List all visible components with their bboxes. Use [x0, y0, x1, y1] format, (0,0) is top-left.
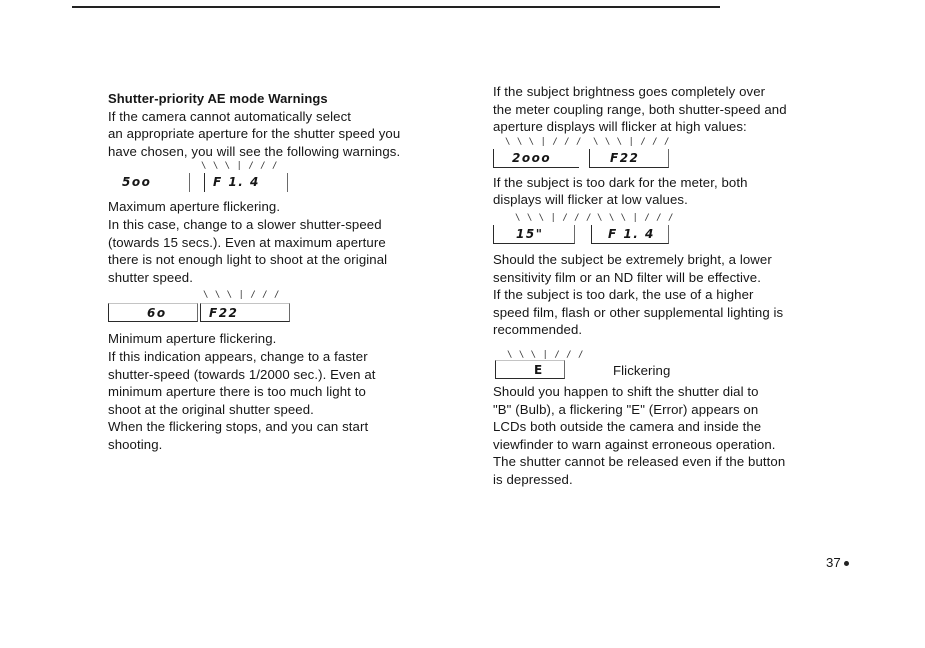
flicker-marks: \ \ \ | / / /	[201, 161, 278, 172]
lcd-shutter-speed: 15"	[493, 225, 575, 244]
flicker-marks: \ \ \ | / / /	[203, 290, 280, 301]
bullet-icon	[844, 561, 849, 566]
text-line: If the camera cannot automatically select	[108, 108, 352, 124]
text-line: shutter-speed (towards 1/2000 sec.). Even at	[108, 366, 376, 382]
lcd-shutter-speed: 2ooo	[493, 149, 579, 168]
text-line: the meter coupling range, both shutter-speed and	[493, 101, 787, 117]
lcd-aperture: F 1. 4	[204, 173, 288, 192]
text-line: (towards 15 secs.). Even at maximum aperture	[108, 234, 386, 250]
page-number	[826, 555, 849, 570]
caption: Minimum aperture flickering.	[108, 331, 277, 347]
lcd-display-high-values	[493, 136, 861, 174]
top-rule	[72, 6, 720, 8]
text-line: Should the subject be extremely bright, a lower	[493, 251, 772, 267]
text-line: there is not enough light to shoot at the original	[108, 252, 388, 268]
page-number-text: 37	[826, 555, 841, 570]
left-column	[108, 90, 473, 454]
caption: Maximum aperture flickering.	[108, 199, 281, 215]
text-line: aperture displays will flicker at high values:	[493, 119, 747, 135]
lcd-display-max-aperture	[108, 160, 473, 198]
text-line: The shutter cannot be released even if the button	[493, 454, 786, 470]
lcd-display-low-values	[493, 209, 861, 251]
text-line: sensitivity film or an ND filter will be effective.	[493, 269, 761, 285]
text-line: Should you happen to shift the shutter dial to	[493, 383, 759, 399]
flicker-marks: \ \ \ | / / /	[593, 136, 670, 147]
flickering-label: Flickering	[613, 362, 671, 378]
lcd-display-min-aperture	[108, 286, 473, 330]
text-line: viewfinder to warn against erroneous operation.	[493, 436, 776, 452]
lcd-error-indicator: E	[495, 360, 565, 379]
text-line: shooting.	[108, 436, 163, 452]
text-line: In this case, change to a slower shutter-speed	[108, 216, 382, 232]
text-line: If this indication appears, change to a faster	[108, 348, 368, 364]
lcd-aperture: F 1. 4	[591, 225, 669, 244]
text-line: If the subject is too dark, the use of a higher	[493, 287, 754, 303]
flicker-marks: \ \ \ | / / /	[505, 136, 582, 147]
text-line: When the flickering stops, and you can start	[108, 419, 369, 435]
text-line: If the subject brightness goes completely over	[493, 84, 766, 99]
lcd-shutter-speed: 6o	[108, 303, 198, 322]
text-line: speed film, flash or other supplemental lighting is	[493, 304, 784, 320]
right-column	[493, 83, 861, 489]
section-heading: Shutter-priority AE mode Warnings	[108, 91, 328, 106]
lcd-aperture: F22	[200, 303, 290, 322]
lcd-shutter-speed: 5oo	[108, 173, 190, 192]
text-line: is depressed.	[493, 471, 573, 487]
text-line: an appropriate aperture for the shutter speed you	[108, 126, 401, 142]
flicker-marks: \ \ \ | / / /	[507, 349, 584, 360]
lcd-aperture: F22	[589, 149, 669, 168]
text-line: If the subject is too dark for the meter, both	[493, 174, 748, 190]
text-line: displays will flicker at low values.	[493, 192, 688, 208]
lcd-display-error	[493, 339, 861, 383]
text-line: LCDs both outside the camera and inside the	[493, 419, 762, 435]
text-line: shutter speed.	[108, 269, 193, 285]
flicker-marks: \ \ \ | / / /	[515, 212, 592, 223]
text-line: "B" (Bulb), a flickering "E" (Error) appears on	[493, 401, 759, 417]
text-line: recommended.	[493, 322, 583, 338]
flicker-marks: \ \ \ | / / /	[597, 212, 674, 223]
text-line: shoot at the original shutter speed.	[108, 401, 314, 417]
text-line: minimum aperture there is too much light to	[108, 384, 366, 400]
text-line: have chosen, you will see the following warnings.	[108, 143, 401, 159]
